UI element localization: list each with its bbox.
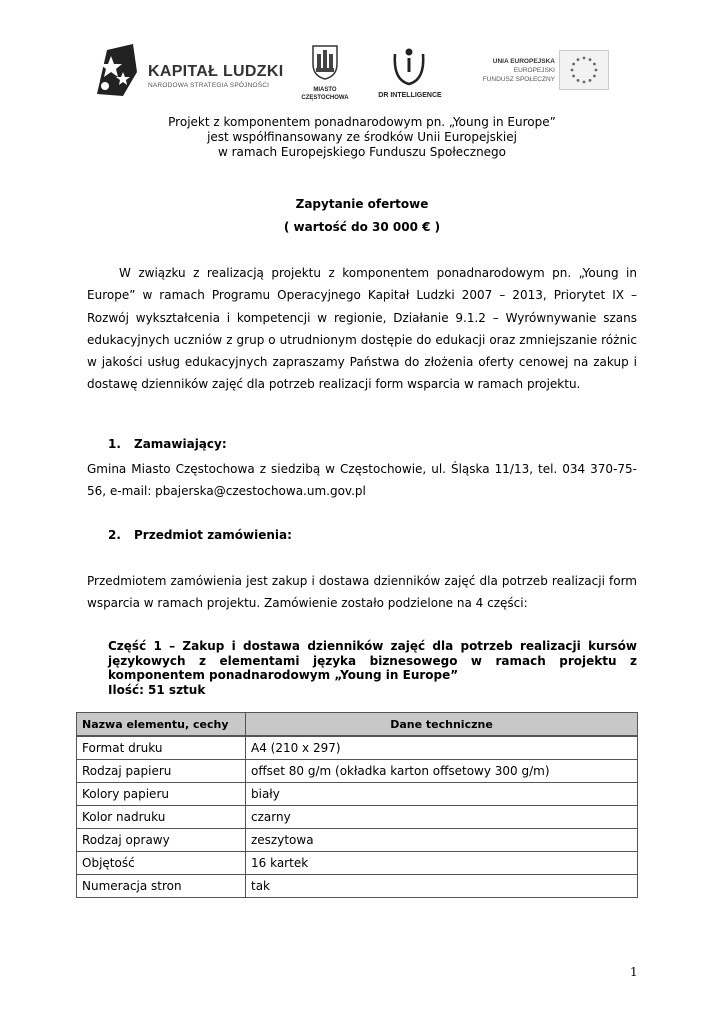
project-line1: Projekt z komponentem ponadnarodowym pn. „Young in Europe”	[168, 115, 556, 129]
table-cell-feature: Format druku	[77, 736, 246, 760]
miasto-line1: MIASTO	[313, 87, 337, 93]
table-cell-feature: Objętość	[77, 852, 246, 875]
table-row	[77, 783, 638, 806]
part-1-block	[108, 639, 637, 697]
table-cell-feature: Rodzaj oprawy	[77, 829, 246, 852]
page-number: 1	[630, 965, 638, 979]
ue-line1: UNIA EUROPEJSKA	[492, 58, 555, 65]
section-1-heading	[108, 437, 227, 451]
table-cell-value: tak	[246, 875, 638, 898]
ue-line3: FUNDUSZ SPOŁECZNY	[482, 76, 555, 83]
dr-intelligence-name: DR INTELLIGENCE	[378, 92, 442, 99]
table-cell-feature: Numeracja stron	[77, 875, 246, 898]
document-title: Zapytanie ofertowe	[295, 197, 429, 211]
kapital-ludzki-subtitle: NARODOWA STRATEGIA SPÓJNOŚCI	[148, 82, 270, 89]
table-row	[77, 806, 638, 829]
dr-intelligence-mark-icon	[391, 44, 427, 90]
table-header-cell: Nazwa elementu, cechy	[77, 713, 246, 737]
section-1-number: 1.	[108, 437, 121, 451]
miasto-line2: CZĘSTOCHOWA	[301, 95, 349, 101]
project-line2: jest współfinansowany ze środków Unii Europejskiej	[207, 130, 517, 144]
document-subtitle: ( wartość do 30 000 € )	[283, 220, 441, 234]
ue-line2: EUROPEJSKI	[513, 67, 555, 74]
table-cell-value: A4 (210 x 297)	[246, 736, 638, 760]
part-1-description: Część 1 – Zakup i dostawa dzienników zajęć dla potrzeb realizacji kursów językowych z elementami języka biznesowego w ramach projektu z komponentem ponadnarodowym „Young in Europe”	[108, 639, 637, 682]
eu-flag-icon	[559, 50, 609, 90]
specification-table	[76, 712, 638, 898]
table-cell-value: zeszytowa	[246, 829, 638, 852]
table-cell-feature: Kolor nadruku	[77, 806, 246, 829]
table-cell-value: czarny	[246, 806, 638, 829]
table-row	[77, 829, 638, 852]
project-info	[0, 115, 724, 160]
section-2-number: 2.	[108, 528, 121, 542]
miasto-logo-text	[297, 86, 353, 102]
header-logos	[93, 40, 628, 115]
table-row	[77, 875, 638, 898]
eu-logo-text	[469, 57, 555, 84]
part-1-quantity: Ilość: 51 sztuk	[108, 682, 206, 697]
section-1-title: Zamawiający:	[134, 437, 227, 451]
table-cell-value: biały	[246, 783, 638, 806]
table-cell-value: 16 kartek	[246, 852, 638, 875]
kapital-ludzki-emblem-icon	[93, 42, 139, 98]
project-line3: w ramach Europejskiego Funduszu Społecznego	[217, 145, 507, 159]
section-2-text: Przedmiotem zamówienia jest zakup i dostawa dzienników zajęć dla potrzeb realizacji form wsparcia w ramach projektu. Zamówienie zostało podzielone na 4 części:	[87, 574, 637, 611]
section-2-title: Przedmiot zamówienia:	[134, 528, 292, 542]
table-cell-feature: Kolory papieru	[77, 783, 246, 806]
kapital-ludzki-title: KAPITAŁ LUDZKI	[148, 63, 284, 80]
table-row	[77, 736, 638, 760]
section-1-text: Gmina Miasto Częstochowa z siedzibą w Częstochowie, ul. Śląska 11/13, tel. 034 370-75-56, e-mail: pbajerska@czestochowa.um.gov.pl	[87, 462, 637, 499]
table-row	[77, 852, 638, 875]
city-crest-icon	[311, 44, 339, 80]
table-cell-value: offset 80 g/m (okładka karton offsetowy 300 g/m)	[246, 760, 638, 783]
section-2-heading	[108, 528, 292, 542]
table-header-cell: Dane techniczne	[246, 713, 638, 737]
intro-paragraph: W związku z realizacją projektu z komponentem ponadnarodowym pn. „Young in Europe” w ramach Programu Operacyjnego Kapitał Ludzki 2007 – 2013, Priorytet IX – Rozwój wykształcenia i kompetencji w regionie, Działanie 9.1.2 – Wyrównywanie szans edukacyjnych uczniów z grup o utrudnionym dostępie do edukacji oraz zmniejszanie różnic w jakości usług edukacyjnych zapraszamy Państwa do złożenia oferty cenowej na zakup i dostawę dzienników zajęć dla potrzeb realizacji form wsparcia w ramach projektu.	[87, 266, 637, 392]
table-header-row	[77, 713, 638, 737]
table-row	[77, 760, 638, 783]
table-cell-feature: Rodzaj papieru	[77, 760, 246, 783]
